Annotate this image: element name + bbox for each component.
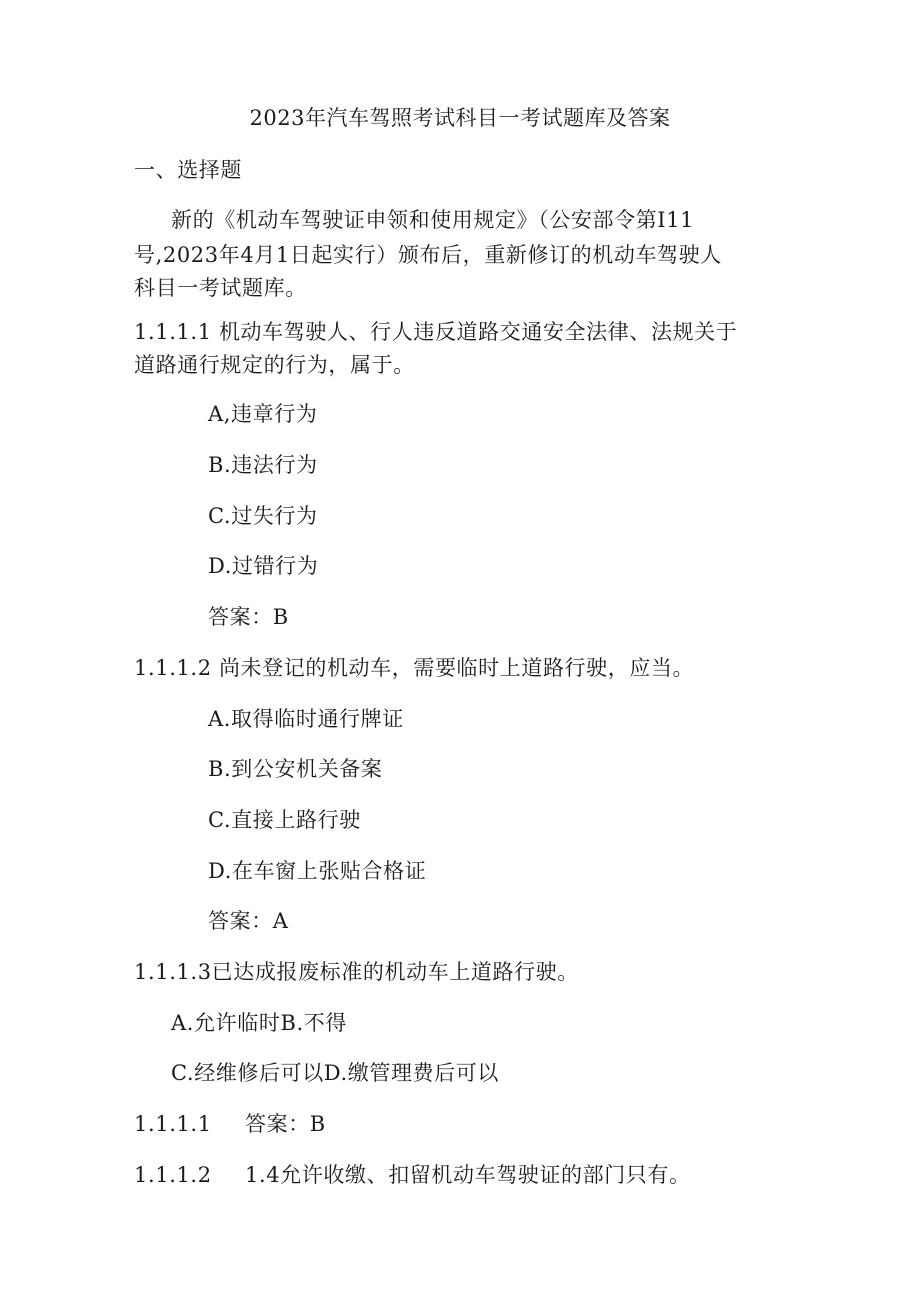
answer-option: A.允许临时B.不得 [171, 1011, 347, 1035]
answer-option: C.过失行为 [208, 504, 318, 528]
question-stem: 1.4允许收缴、扣留机动车驾驶证的部门只有。 [245, 1163, 691, 1187]
answer-key: 答案：B [245, 1112, 326, 1136]
answer-option: B.违法行为 [208, 453, 318, 477]
intro-line: 科目一考试题库。 [134, 276, 307, 300]
answer-option: D.过错行为 [208, 554, 319, 578]
question-stem: 1.1.1.1 机动车驾驶人、行人违反道路交通安全法律、法规关于 [134, 320, 738, 344]
answer-option: B.到公安机关备案 [208, 757, 383, 781]
answer-option: A,违章行为 [208, 402, 318, 426]
answer-option: C.直接上路行驶 [208, 808, 361, 832]
item-number: 1.1.1.1 [134, 1112, 212, 1136]
question-stem: 1.1.1.2 尚未登记的机动车，需要临时上道路行驶，应当。 [134, 656, 695, 680]
question-stem: 1.1.1.3已达成报废标准的机动车上道路行驶。 [134, 960, 579, 984]
answer-option: D.在车窗上张贴合格证 [208, 859, 427, 883]
item-number: 1.1.1.2 [134, 1163, 212, 1187]
answer-option: C.经维修后可以D.缴管理费后可以 [171, 1061, 499, 1085]
answer-option: A.取得临时通行牌证 [208, 707, 404, 731]
document-title: 2023年汽车驾照考试科目一考试题库及答案 [249, 106, 671, 130]
intro-line: 新的《机动车驾驶证申领和使用规定》（公安部令第I11 [171, 208, 695, 232]
question-stem: 道路通行规定的行为，属于。 [134, 353, 415, 377]
answer-key: 答案：B [208, 605, 289, 629]
intro-line: 号,2023年4月1日起实行）颁布后，重新修订的机动车驾驶人 [134, 243, 722, 267]
section-heading: 一、选择题 [134, 158, 242, 182]
answer-key: 答案：A [208, 909, 289, 933]
